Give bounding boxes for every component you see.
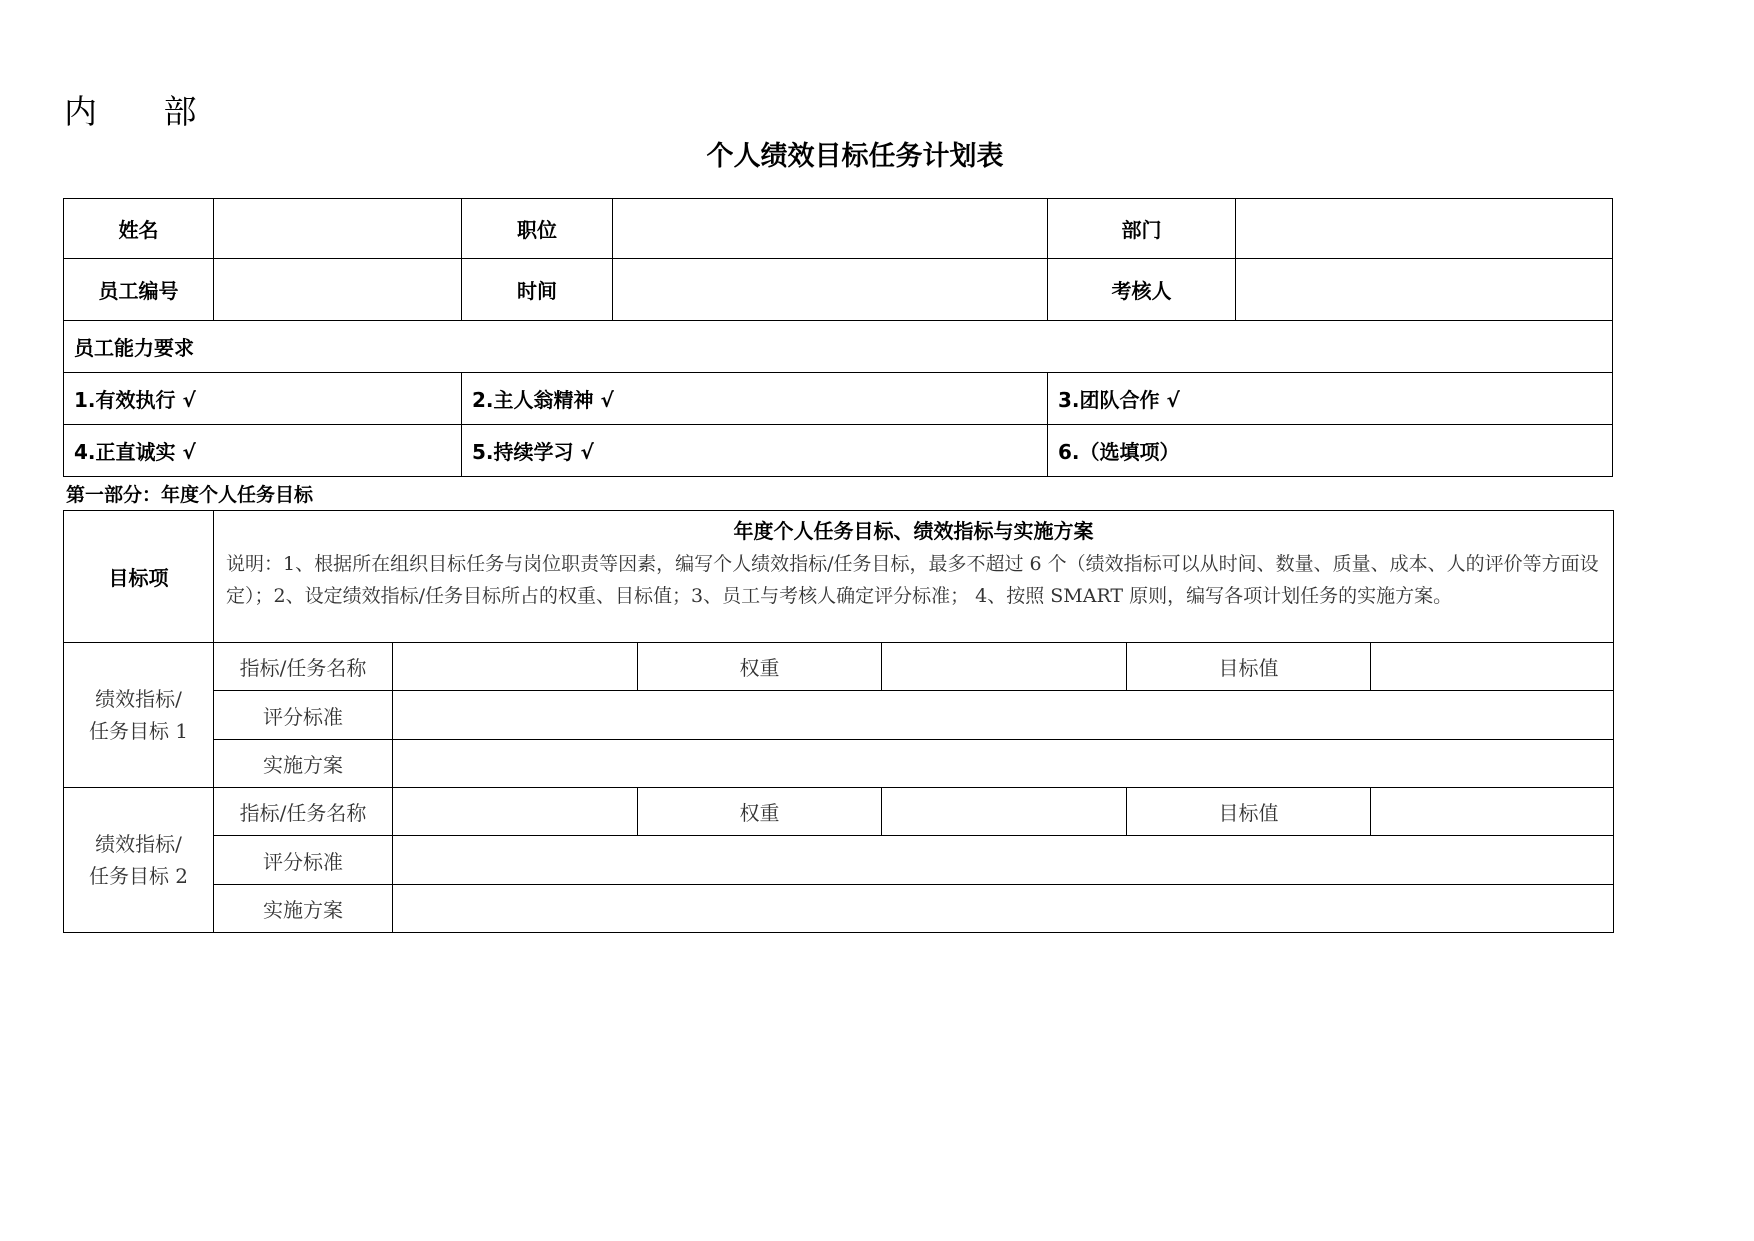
plan-description: 说明：1、根据所在组织目标任务与岗位职责等因素，编写个人绩效指标/任务目标，最多不超过 6 个（绩效指标可以从时间、数量、质量、成本、人的评价等方面设定）；2、设定绩效指标/任务目标所占的权重、目标值；3、员工与考核人确定评分标准； 4、按照 SMART 原则，编写各项计划任务的实施方案。 bbox=[226, 553, 1599, 607]
plan-title: 年度个人任务目标、绩效指标与实施方案 bbox=[733, 519, 1094, 543]
internal-marker: 内 部 bbox=[64, 92, 225, 131]
kpi-name-label: 指标/任务名称 bbox=[214, 643, 393, 691]
name-field[interactable] bbox=[214, 199, 462, 259]
department-label: 部门 bbox=[1048, 199, 1236, 259]
ability-item: 5.持续学习 √ bbox=[462, 425, 1048, 477]
kpi-label-line: 绩效指标/ bbox=[95, 687, 182, 711]
position-field[interactable] bbox=[613, 199, 1048, 259]
kpi-plan-label: 实施方案 bbox=[214, 740, 393, 788]
kpi-weight-label: 权重 bbox=[638, 788, 882, 836]
kpi-label bbox=[64, 643, 214, 788]
plan-header-cell bbox=[214, 511, 1614, 643]
kpi-criteria-field[interactable] bbox=[393, 836, 1614, 885]
assessor-label: 考核人 bbox=[1048, 259, 1236, 321]
goals-table bbox=[63, 510, 1614, 933]
kpi-plan-label: 实施方案 bbox=[214, 885, 393, 933]
kpi-criteria-label: 评分标准 bbox=[214, 691, 393, 740]
ability-item: 2.主人翁精神 √ bbox=[462, 373, 1048, 425]
ability-item: 4.正直诚实 √ bbox=[64, 425, 462, 477]
kpi-name-label: 指标/任务名称 bbox=[214, 788, 393, 836]
kpi-target-field[interactable] bbox=[1371, 643, 1614, 691]
employee-info-table bbox=[63, 198, 1613, 477]
ability-requirements-title: 员工能力要求 bbox=[64, 321, 1613, 373]
kpi-label-line: 任务目标 2 bbox=[88, 864, 189, 888]
kpi-plan-field[interactable] bbox=[393, 885, 1614, 933]
kpi-weight-field[interactable] bbox=[882, 788, 1127, 836]
name-label: 姓名 bbox=[64, 199, 214, 259]
kpi-name-field[interactable] bbox=[393, 643, 638, 691]
ability-item: 3.团队合作 √ bbox=[1048, 373, 1613, 425]
employee-number-field[interactable] bbox=[214, 259, 462, 321]
section-title: 第一部分：年度个人任务目标 bbox=[66, 484, 314, 506]
document-title: 个人绩效目标任务计划表 bbox=[706, 141, 1004, 172]
kpi-criteria-field[interactable] bbox=[393, 691, 1614, 740]
department-field[interactable] bbox=[1236, 199, 1613, 259]
ability-item: 1.有效执行 √ bbox=[64, 373, 462, 425]
kpi-criteria-label: 评分标准 bbox=[214, 836, 393, 885]
position-label: 职位 bbox=[462, 199, 613, 259]
kpi-name-field[interactable] bbox=[393, 788, 638, 836]
kpi-label bbox=[64, 788, 214, 933]
kpi-plan-field[interactable] bbox=[393, 740, 1614, 788]
kpi-weight-field[interactable] bbox=[882, 643, 1127, 691]
kpi-target-label: 目标值 bbox=[1127, 643, 1371, 691]
kpi-target-label: 目标值 bbox=[1127, 788, 1371, 836]
kpi-label-line: 绩效指标/ bbox=[95, 832, 182, 856]
time-field[interactable] bbox=[613, 259, 1048, 321]
kpi-target-field[interactable] bbox=[1371, 788, 1614, 836]
ability-item[interactable]: 6.（选填项） bbox=[1048, 425, 1613, 477]
goal-item-label: 目标项 bbox=[64, 511, 214, 643]
kpi-weight-label: 权重 bbox=[638, 643, 882, 691]
employee-number-label: 员工编号 bbox=[64, 259, 214, 321]
kpi-label-line: 任务目标 1 bbox=[88, 719, 189, 743]
assessor-field[interactable] bbox=[1236, 259, 1613, 321]
time-label: 时间 bbox=[462, 259, 613, 321]
